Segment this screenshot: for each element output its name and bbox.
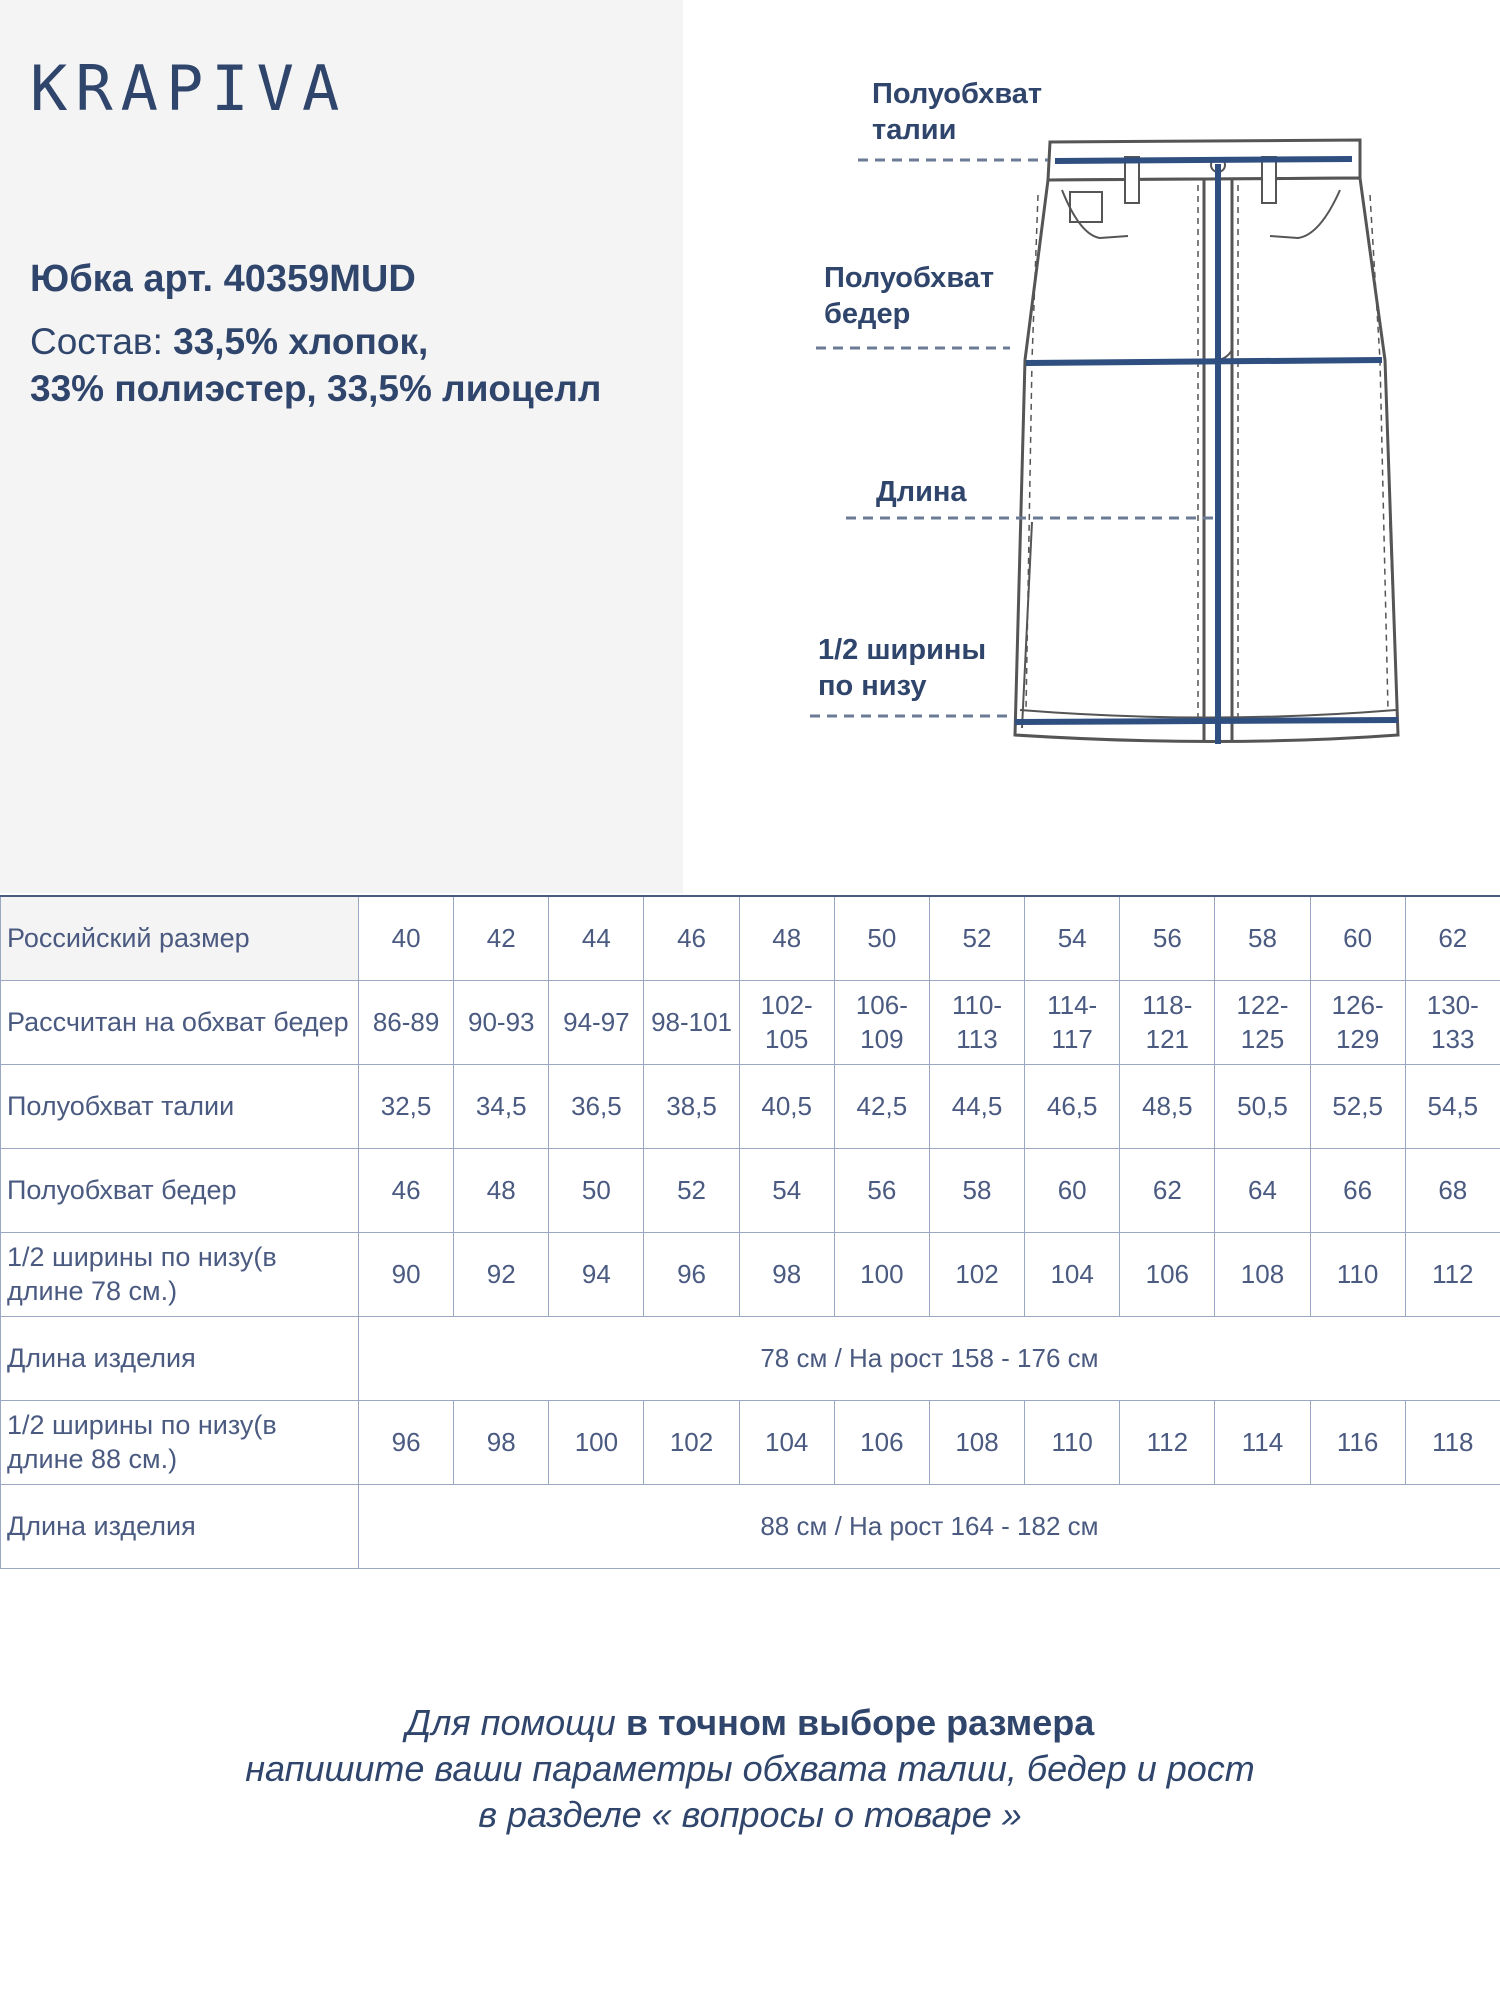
footer-help-text <box>0 1700 1500 1838</box>
table-cell: 44,5 <box>929 1064 1024 1148</box>
size-header-cell: 52 <box>929 896 1024 980</box>
hem-measure-line <box>1015 720 1398 722</box>
table-cell: 62 <box>1120 1148 1215 1232</box>
table-cell: 60 <box>1025 1148 1120 1232</box>
table-cell: 114 <box>1215 1400 1310 1484</box>
hem-label: 1/2 ширины по низу <box>818 634 987 702</box>
table-cell: 110 <box>1310 1232 1405 1316</box>
table-cell: 50,5 <box>1215 1064 1310 1148</box>
table-cell: 116 <box>1310 1400 1405 1484</box>
table-cell: 104 <box>739 1400 834 1484</box>
size-header-cell: 44 <box>549 896 644 980</box>
hips-label: Полуобхват бедер <box>824 262 995 330</box>
row-label: 1/2 ширины по низу(в длине 88 см.) <box>1 1400 359 1484</box>
table-cell: 102 <box>644 1400 739 1484</box>
composition-line2: 33% полиэстер, 33,5% лиоцелл <box>30 368 602 409</box>
row-label: Рассчитан на обхват бедер <box>1 980 359 1064</box>
size-header-cell: 46 <box>644 896 739 980</box>
composition-line1: 33,5% хлопок, <box>173 321 429 362</box>
table-cell: 90-93 <box>454 980 549 1064</box>
table-cell: 130-133 <box>1405 980 1500 1064</box>
table-cell: 98-101 <box>644 980 739 1064</box>
size-header-cell: 48 <box>739 896 834 980</box>
table-cell: 46,5 <box>1025 1064 1120 1148</box>
table-cell: 112 <box>1120 1400 1215 1484</box>
info-panel <box>0 0 683 893</box>
table-cell: 112 <box>1405 1232 1500 1316</box>
table-cell: 104 <box>1025 1232 1120 1316</box>
waist-label: Полуобхват талии <box>872 78 1043 146</box>
table-cell: 32,5 <box>359 1064 454 1148</box>
table-cell: 98 <box>739 1232 834 1316</box>
table-header-row <box>1 896 1500 980</box>
footer-line2: напишите ваши параметры обхвата талии, бедер и рост <box>245 1748 1255 1789</box>
table-cell: 36,5 <box>549 1064 644 1148</box>
table-cell: 98 <box>454 1400 549 1484</box>
table-row <box>1 1316 1500 1400</box>
size-header-cell: 42 <box>454 896 549 980</box>
table-cell: 58 <box>929 1148 1024 1232</box>
table-row <box>1 1148 1500 1232</box>
size-header-cell: 58 <box>1215 896 1310 980</box>
table-cell: 54 <box>739 1148 834 1232</box>
table-cell: 86-89 <box>359 980 454 1064</box>
table-cell: 110-113 <box>929 980 1024 1064</box>
product-title: Юбка арт. 40359MUD <box>30 258 416 300</box>
table-cell: 42,5 <box>834 1064 929 1148</box>
table-cell: 110 <box>1025 1400 1120 1484</box>
table-cell: 118 <box>1405 1400 1500 1484</box>
size-header-cell: 54 <box>1025 896 1120 980</box>
table-cell: 40,5 <box>739 1064 834 1148</box>
footer-line3: в разделе « вопросы о товаре » <box>478 1794 1022 1835</box>
table-cell: 66 <box>1310 1148 1405 1232</box>
table-row <box>1 980 1500 1064</box>
table-cell: 90 <box>359 1232 454 1316</box>
hip-measure-line <box>1026 360 1382 363</box>
table-row <box>1 1232 1500 1316</box>
size-header-cell: 40 <box>359 896 454 980</box>
waist-measure-line <box>1055 159 1352 161</box>
size-header: Российский размер <box>1 896 359 980</box>
size-header-cell: 62 <box>1405 896 1500 980</box>
table-cell: 54,5 <box>1405 1064 1500 1148</box>
table-cell: 52,5 <box>1310 1064 1405 1148</box>
table-cell: 46 <box>359 1148 454 1232</box>
merged-cell: 88 см / На рост 164 - 182 см <box>359 1484 1500 1568</box>
length-label: Длина <box>876 476 967 508</box>
table-cell: 100 <box>834 1232 929 1316</box>
table-cell: 48,5 <box>1120 1064 1215 1148</box>
table-cell: 64 <box>1215 1148 1310 1232</box>
table-cell: 96 <box>359 1400 454 1484</box>
table-cell: 126-129 <box>1310 980 1405 1064</box>
brand-logo: KRAPIVA <box>30 52 348 125</box>
table-cell: 108 <box>929 1400 1024 1484</box>
table-cell: 38,5 <box>644 1064 739 1148</box>
table-cell: 106-109 <box>834 980 929 1064</box>
table-cell: 34,5 <box>454 1064 549 1148</box>
composition-label: Состав: <box>30 321 163 362</box>
table-cell: 108 <box>1215 1232 1310 1316</box>
size-header-cell: 60 <box>1310 896 1405 980</box>
table-cell: 48 <box>454 1148 549 1232</box>
table-cell: 100 <box>549 1400 644 1484</box>
size-header-cell: 56 <box>1120 896 1215 980</box>
footer-line1: Для помощи в точном выборе размера <box>405 1702 1095 1743</box>
table-row <box>1 1064 1500 1148</box>
table-cell: 52 <box>644 1148 739 1232</box>
size-header-cell: 50 <box>834 896 929 980</box>
row-label: Полуобхват талии <box>1 1064 359 1148</box>
table-cell: 106 <box>1120 1232 1215 1316</box>
row-label: 1/2 ширины по низу(в длине 78 см.) <box>1 1232 359 1316</box>
table-cell: 94-97 <box>549 980 644 1064</box>
row-label: Полуобхват бедер <box>1 1148 359 1232</box>
merged-cell: 78 см / На рост 158 - 176 см <box>359 1316 1500 1400</box>
table-cell: 102-105 <box>739 980 834 1064</box>
table-cell: 96 <box>644 1232 739 1316</box>
table-cell: 122-125 <box>1215 980 1310 1064</box>
table-cell: 114-117 <box>1025 980 1120 1064</box>
row-label: Длина изделия <box>1 1484 359 1568</box>
table-cell: 68 <box>1405 1148 1500 1232</box>
product-composition <box>30 318 670 412</box>
size-table <box>0 895 1500 1569</box>
table-cell: 102 <box>929 1232 1024 1316</box>
table-cell: 106 <box>834 1400 929 1484</box>
table-cell: 92 <box>454 1232 549 1316</box>
table-cell: 118-121 <box>1120 980 1215 1064</box>
table-row <box>1 1484 1500 1568</box>
row-label: Длина изделия <box>1 1316 359 1400</box>
table-cell: 50 <box>549 1148 644 1232</box>
table-cell: 56 <box>834 1148 929 1232</box>
table-row <box>1 1400 1500 1484</box>
table-cell: 94 <box>549 1232 644 1316</box>
